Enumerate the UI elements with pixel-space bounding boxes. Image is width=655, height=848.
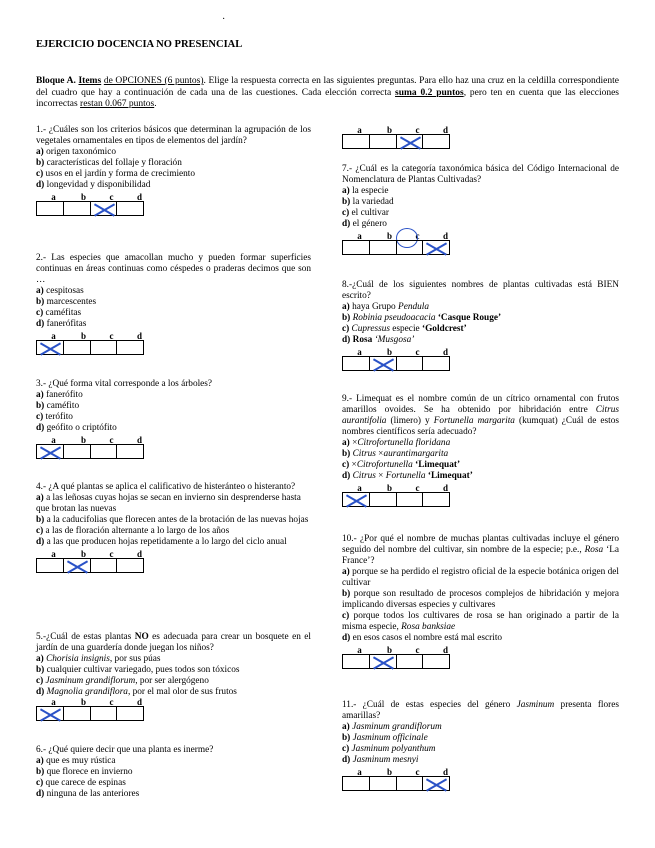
grid-label-a: a — [51, 192, 56, 202]
option-c: c) caméfitas — [36, 308, 82, 318]
answer-cell-a[interactable] — [343, 777, 370, 790]
answer-grid — [36, 340, 144, 355]
answer-cell-c[interactable] — [397, 357, 424, 370]
grid-label-d: d — [136, 549, 142, 559]
answer-cell-b[interactable] — [370, 493, 397, 506]
question-4 — [36, 482, 311, 573]
option-b: b) a la caducifolias que florecen antes de la brotación de las nuevas hojas — [36, 515, 309, 525]
option-d: d) longevidad y disponibilidad — [36, 180, 151, 190]
answer-grid-header — [36, 697, 311, 706]
answer-grid — [36, 201, 144, 216]
answer-grid — [342, 356, 450, 371]
answer-cell-c[interactable] — [91, 559, 118, 572]
grid-label-a: a — [51, 331, 56, 341]
grid-label-d: d — [442, 231, 448, 241]
option-c: c) Cupressus especie ‘Goldcrest’ — [342, 324, 467, 334]
answer-grid-header — [342, 347, 619, 356]
option-a: a) cespitosas — [36, 286, 84, 296]
grid-label-b: b — [386, 347, 392, 357]
answer-grid — [342, 134, 450, 149]
grid-label-b: b — [80, 697, 86, 707]
answer-cell-d-marked[interactable] — [423, 241, 449, 254]
answer-cell-b-marked[interactable] — [64, 559, 91, 572]
page-title: EJERCICIO DOCENCIA NO PRESENCIAL — [36, 39, 243, 50]
option-a: a) que es muy rústica — [36, 756, 116, 766]
grid-label-c: c — [415, 125, 420, 135]
option-a: a) porque se ha perdido el registro oficial de la especie botánica origen del cultivar — [342, 567, 619, 588]
answer-cell-c-marked[interactable] — [397, 135, 424, 148]
option-d: d) fanerófitas — [36, 319, 87, 329]
answer-cell-c[interactable] — [91, 341, 118, 354]
option-c: c) Jasminum grandiflorum, por ser alergógeno — [36, 676, 209, 686]
option-b: b) características del follaje y floración — [36, 158, 182, 168]
option-d: d) Citrus × Fortunella ‘Limequat’ — [342, 471, 473, 481]
grid-label-a: a — [357, 645, 362, 655]
instructions: Bloque A. Items de OPCIONES (6 puntos). Elige la respuesta correcta en las siguientes preguntas. Para ello haz una cruz en la celdilla correspondiente del cuadro que hay a continuación de cada una de las cuestiones. Cada elección correcta suma 0.2 puntos, pero ten en cuenta que las elecciones incorrectas restan 0.067 puntos. — [36, 76, 619, 109]
grid-label-b: b — [386, 645, 392, 655]
answer-cell-a[interactable] — [343, 655, 370, 668]
answer-cell-a-marked[interactable] — [37, 445, 64, 458]
question-9 — [342, 394, 619, 507]
question-text: 10.- ¿Por qué el nombre de muchas plantas cultivadas incluye el género seguido del nombre del cultivar, sin nombre de la especie; p.e., Rosa ‘La France’? — [342, 534, 619, 566]
answer-cell-a[interactable] — [37, 559, 64, 572]
question-text: 5.-¿Cuál de estas plantas NO es adecuada para crear un bosquete en el jardín de una guardería donde juegan los niños? — [36, 632, 311, 653]
answer-cell-d[interactable] — [117, 341, 143, 354]
answer-cell-c[interactable] — [91, 445, 118, 458]
option-d: d) ninguna de las anteriores — [36, 789, 140, 799]
grid-label-a: a — [357, 347, 362, 357]
grid-label-d: d — [442, 767, 448, 777]
grid-label-a: a — [51, 697, 56, 707]
option-d: d) Magnolia grandiflora, por el mal olor de sus frutos — [36, 687, 237, 697]
answer-grid-header — [342, 483, 619, 492]
answer-cell-b[interactable] — [64, 445, 91, 458]
answer-grid — [342, 654, 450, 669]
answer-cell-d[interactable] — [117, 202, 143, 215]
question-text: 8.-¿Cuál de los siguientes nombres de plantas cultivadas está BIEN escrito? — [342, 280, 619, 301]
option-a: a) Chorisia insignis, por sus púas — [36, 654, 161, 664]
grid-label-a: a — [357, 231, 362, 241]
grid-label-b: b — [386, 125, 392, 135]
answer-cell-d[interactable] — [423, 493, 449, 506]
answer-grid — [342, 492, 450, 507]
answer-grid-header — [36, 331, 311, 340]
answer-cell-c[interactable] — [91, 707, 118, 720]
answer-grid-header — [36, 192, 311, 201]
option-b: b) que florece en invierno — [36, 767, 133, 777]
option-b: b) Jasminum officinale — [342, 733, 428, 743]
option-d: d) en esos casos el nombre está mal escrito — [342, 633, 503, 643]
page-dot: · — [222, 14, 226, 25]
grid-label-d: d — [136, 697, 142, 707]
question-text: 3.- ¿Qué forma vital corresponde a los árboles? — [36, 379, 213, 389]
option-a: a) a las leñosas cuyas hojas se secan en invierno sin desprenderse hasta que brotan las nuevas — [36, 493, 301, 514]
answer-grid — [342, 240, 450, 255]
option-d: d) Jasminum mesnyi — [342, 755, 419, 765]
grid-label-d: d — [136, 331, 142, 341]
answer-cell-b[interactable] — [370, 135, 397, 148]
question-text: 1.- ¿Cuáles son los criterios básicos que determinan la agrupación de los vegetales ornamentales en tipos de elementos del jardín? — [36, 125, 311, 146]
answer-cell-a[interactable] — [343, 357, 370, 370]
grid-label-d: d — [136, 192, 142, 202]
answer-grid-header — [342, 767, 619, 776]
option-b: b) marcescentes — [36, 297, 97, 307]
option-c: c) Jasminum polyanthum — [342, 744, 436, 754]
question-7 — [342, 164, 619, 255]
grid-label-c: c — [415, 231, 420, 241]
option-d: d) a las que producen hojas repetidamente a lo largo del ciclo anual — [36, 537, 287, 547]
answer-cell-b[interactable] — [64, 202, 91, 215]
grid-label-c: c — [415, 645, 420, 655]
option-d: d) el género — [342, 219, 387, 229]
answer-cell-d[interactable] — [423, 135, 449, 148]
option-c: c) usos en el jardín y forma de crecimiento — [36, 169, 196, 179]
question-10 — [342, 534, 619, 669]
answer-grid-header — [342, 645, 619, 654]
answer-cell-d-marked[interactable] — [423, 777, 449, 790]
grid-label-c: c — [415, 347, 420, 357]
answer-cell-c-marked[interactable] — [91, 202, 118, 215]
option-c: c) porque todos los cultivares de rosa se han originado a partir de la misma especie, Rosa banksiae — [342, 611, 619, 632]
option-c: c) el cultivar — [342, 208, 389, 218]
question-1 — [36, 125, 311, 216]
bloque-label: Bloque A. Items — [36, 76, 102, 86]
answer-cell-d[interactable] — [117, 559, 143, 572]
grid-label-c: c — [109, 192, 114, 202]
option-a: a) origen taxonómico — [36, 147, 117, 157]
answer-cell-d[interactable] — [117, 707, 143, 720]
answer-cell-d[interactable] — [423, 655, 449, 668]
grid-label-b: b — [80, 331, 86, 341]
option-b: b) la variedad — [342, 197, 394, 207]
grid-label-c: c — [109, 697, 114, 707]
grid-label-a: a — [51, 549, 56, 559]
answer-grid — [36, 444, 144, 459]
answer-grid-header — [36, 435, 311, 444]
grid-label-a: a — [357, 125, 362, 135]
option-b: b) caméfito — [36, 401, 80, 411]
answer-cell-b-marked[interactable] — [370, 357, 397, 370]
answer-grid — [36, 706, 144, 721]
answer-cell-a[interactable] — [37, 202, 64, 215]
option-c: c) ×Citrofortunella ‘Limequat’ — [342, 460, 461, 470]
answer-cell-c[interactable] — [397, 777, 424, 790]
option-a: a) la especie — [342, 186, 389, 196]
answer-cell-b[interactable] — [64, 707, 91, 720]
answer-cell-b-marked[interactable] — [370, 655, 397, 668]
grid-label-d: d — [136, 435, 142, 445]
answer-cell-b[interactable] — [64, 341, 91, 354]
options-points: de OPCIONES (6 puntos) — [103, 76, 204, 86]
option-d: d) geófito o criptófito — [36, 423, 117, 433]
answer-cell-a[interactable] — [343, 241, 370, 254]
answer-cell-a-marked[interactable] — [37, 341, 64, 354]
question-text: 11.- ¿Cuál de estas especies del género Jasminum presenta flores amarillas? — [342, 700, 619, 721]
question-3 — [36, 379, 311, 459]
grid-label-d: d — [442, 125, 448, 135]
answer-cell-c[interactable] — [397, 241, 424, 254]
grid-label-d: d — [442, 483, 448, 493]
grid-label-c: c — [415, 483, 420, 493]
question-text: 6.- ¿Qué quiere decir que una planta es inerme? — [36, 745, 214, 755]
option-c: c) terófito — [36, 412, 73, 422]
answer-cell-d[interactable] — [117, 445, 143, 458]
question-11 — [342, 700, 619, 791]
question-6 — [36, 745, 311, 800]
answer-grid-header — [342, 125, 450, 134]
grid-label-c: c — [109, 435, 114, 445]
grid-label-b: b — [80, 192, 86, 202]
answer-cell-c[interactable] — [397, 655, 424, 668]
question-5 — [36, 632, 311, 721]
grid-label-a: a — [51, 435, 56, 445]
option-b: b) cualquier cultivar variegado, pues todos son tóxicos — [36, 665, 240, 675]
answer-cell-a[interactable] — [343, 135, 370, 148]
answer-cell-b[interactable] — [370, 777, 397, 790]
answer-cell-a-marked[interactable] — [37, 707, 64, 720]
option-a: a) ×Citrofortunella floridana — [342, 438, 451, 448]
grid-label-b: b — [386, 483, 392, 493]
question-8 — [342, 280, 619, 371]
question-6-answer — [342, 124, 450, 149]
option-a: a) fanerófito — [36, 390, 83, 400]
grid-label-c: c — [109, 331, 114, 341]
option-c: c) a las de floración alternante a lo largo de los años — [36, 526, 230, 536]
option-a: a) Jasminum grandiflorum — [342, 722, 442, 732]
grid-label-d: d — [442, 645, 448, 655]
answer-grid — [36, 558, 144, 573]
answer-cell-a-marked[interactable] — [343, 493, 370, 506]
grid-label-c: c — [109, 549, 114, 559]
question-text: 7.- ¿Cuál es la categoría taxonómica básica del Código Internacional de Nomenclatura de Plantas Cultivadas? — [342, 164, 619, 185]
restan-points: restan 0.067 puntos — [80, 99, 155, 109]
option-b: b) Citrus ×aurantimargarita — [342, 449, 449, 459]
grid-label-b: b — [80, 549, 86, 559]
answer-cell-c[interactable] — [397, 493, 424, 506]
answer-grid-header — [36, 549, 311, 558]
question-2 — [36, 253, 311, 355]
grid-label-b: b — [386, 767, 392, 777]
question-text: 2.- Las especies que amacollan mucho y pueden formar superficies continuas en áreas continuas como céspedes o praderas decimos que son … — [36, 253, 311, 285]
grid-label-a: a — [357, 767, 362, 777]
question-text: 4.- ¿A qué plantas se aplica el calificativo de histeránteo o histeranto? — [36, 482, 296, 492]
grid-label-b: b — [386, 231, 392, 241]
grid-label-b: b — [80, 435, 86, 445]
option-d: d) Rosa ‘Musgosa’ — [342, 335, 415, 345]
suma-points: suma 0.2 puntos — [395, 87, 464, 98]
option-b: b) porque son resultado de procesos complejos de hibridación y mejora implicando diversas especies y cultivares — [342, 589, 619, 610]
answer-grid — [342, 776, 450, 791]
option-c: c) que carece de espinas — [36, 778, 126, 788]
answer-cell-b[interactable] — [370, 241, 397, 254]
grid-label-d: d — [442, 347, 448, 357]
question-text: 9.- Limequat es el nombre común de un cítrico ornamental con frutos amarillos ovoides. Se ha obtenido por hibridación entre Citrus aurantifolia (limero) y Fortunella margarita (kumquat) ¿Cuál de estos nombres científicos sería adecuado? — [342, 394, 619, 437]
grid-label-a: a — [357, 483, 362, 493]
grid-label-c: c — [415, 767, 420, 777]
option-a: a) haya Grupo Pendula — [342, 302, 430, 312]
option-b: b) Robinia pseudoacacia ‘Casque Rouge’ — [342, 313, 502, 323]
answer-cell-d[interactable] — [423, 357, 449, 370]
answer-grid-header — [342, 231, 619, 240]
